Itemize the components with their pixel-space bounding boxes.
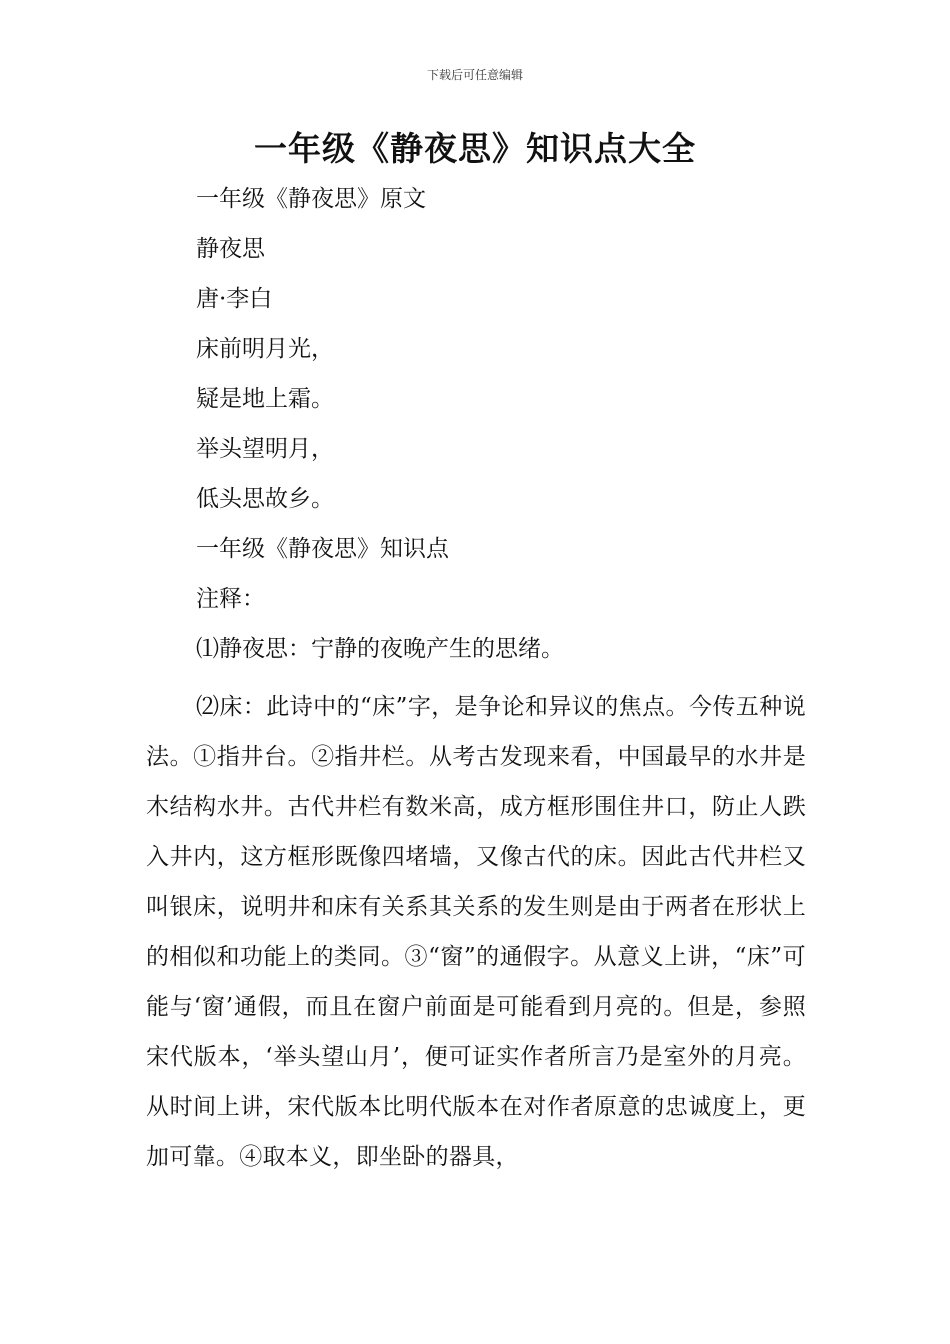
header-note: 下载后可任意编辑 [426, 68, 523, 82]
section-heading-original: 一年级《静夜思》原文 [196, 186, 426, 212]
note-1: ⑴静夜思：宁静的夜晚产生的思绪。 [196, 636, 564, 662]
note-2-paragraph: ⑵床：此诗中的“床”字，是争论和异议的焦点。今传五种说法。①指井台。②指井栏。从考古发现来看，中国最早的水井是木结构水井。古代井栏有数米高，成方框形围住井口，防止人跌入井内，这方框形既像四堵墙，又像古代的床。因此古代井栏又叫银床，说明井和床有关系其关系的发生则是由于两者在形状上的相似和功能上的类同。③“窗”的通假字。从意义上讲，“床”可能与‘窗’通假，而且在窗户前面是可能看到月亮的。但是，参照宋代版本，‘举头望山月’，便可证实作者所言乃是室外的月亮。从时间上讲，宋代版本比明代版本在对作者原意的忠诚度上，更加可靠。④取本义，即坐卧的器具， [146, 694, 806, 1170]
poem-line-4: 低头思故乡。 [196, 486, 334, 512]
poem-line-3: 举头望明月， [196, 436, 334, 462]
section-heading-knowledge: 一年级《静夜思》知识点 [196, 536, 449, 562]
poem-title: 静夜思 [196, 236, 265, 262]
document-title: 一年级《静夜思》知识点大全 [254, 129, 696, 168]
poem-line-1: 床前明月光， [196, 336, 334, 362]
notes-label: 注释： [196, 586, 265, 612]
poem-line-2: 疑是地上霜。 [196, 386, 334, 412]
poem-author: 唐·李白 [196, 286, 273, 312]
